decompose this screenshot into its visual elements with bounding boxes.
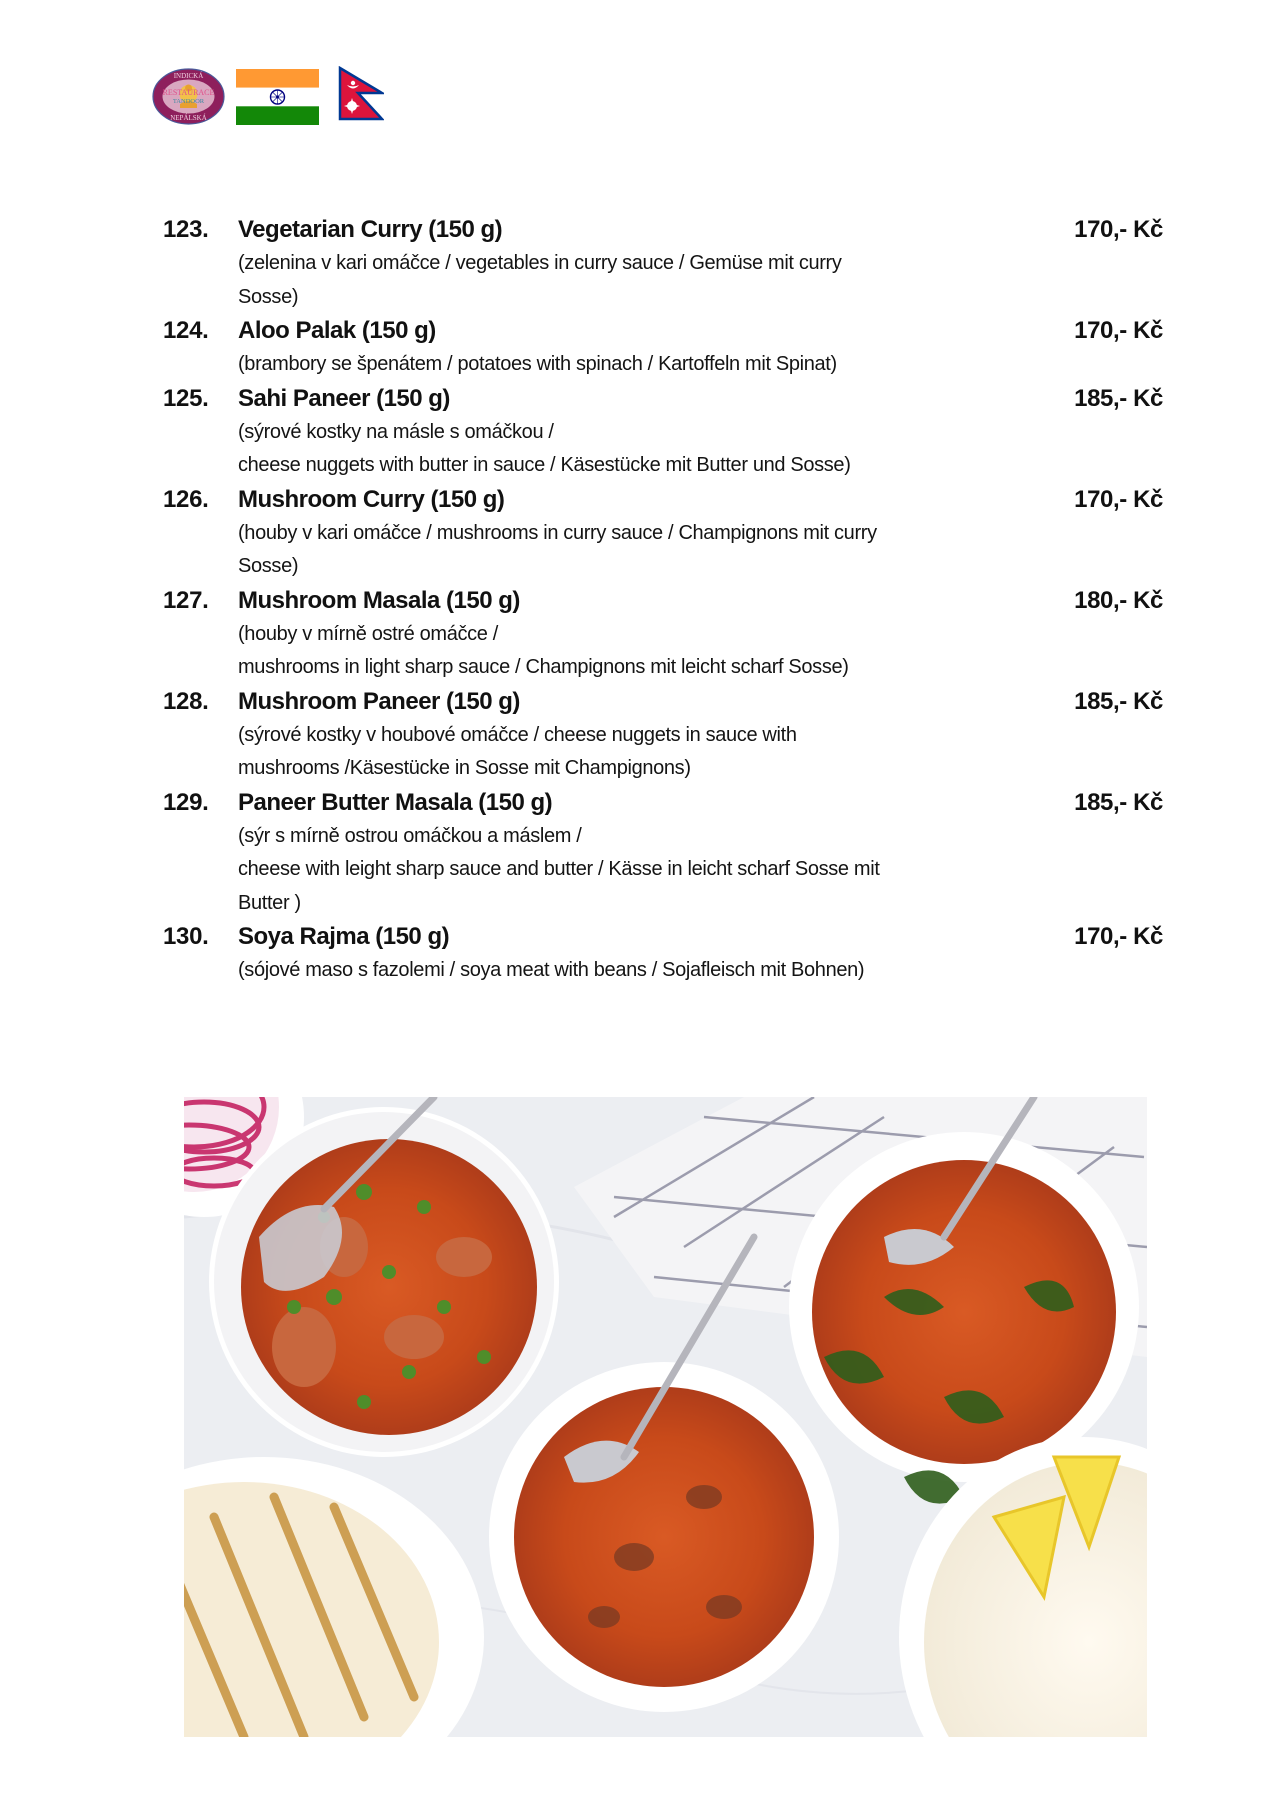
menu-list: [163, 213, 1163, 988]
item-price: 170,- Kč: [1074, 317, 1163, 344]
description-line: (zelenina v kari omáčce / vegetables in curry sauce / Gemüse mit curry: [238, 252, 842, 274]
item-number: 124.: [163, 317, 209, 344]
item-number: 129.: [163, 788, 209, 816]
item-name: Mushroom Curry (150 g): [238, 485, 505, 513]
item-price: 185,- Kč: [1074, 687, 1163, 715]
description-line: cheese with leight sharp sauce and butter / Kässe in leicht scharf Sosse mit: [238, 858, 880, 880]
menu-item-130: [163, 920, 1163, 988]
logo-top-text: INDICKÁ: [173, 72, 204, 80]
item-number: 127.: [163, 586, 209, 614]
item-description: [238, 719, 978, 786]
item-description: [238, 954, 978, 988]
description-line: cheese nuggets with butter in sauce / Käsestücke mit Butter und Sosse): [238, 454, 851, 476]
menu-item-125: [163, 382, 1163, 483]
description-line: (sýrové kostky v houbové omáčce / cheese nuggets in sauce with: [238, 723, 797, 746]
restaurant-logo: [152, 68, 225, 125]
item-name: Mushroom Masala (150 g): [238, 586, 520, 614]
food-photo-illustration: [184, 1097, 1147, 1737]
item-description: [238, 348, 978, 382]
item-name: Mushroom Paneer (150 g): [238, 687, 520, 715]
nepal-flag-icon: [338, 66, 384, 121]
menu-item-127: [163, 584, 1163, 685]
item-name: Aloo Palak (150 g): [238, 317, 436, 344]
item-number: 130.: [163, 923, 209, 950]
item-description: [238, 247, 978, 314]
description-line: (brambory se špenátem / potatoes with spinach / Kartoffeln mit Spinat): [238, 353, 837, 375]
item-price: 170,- Kč: [1074, 485, 1163, 513]
logo-middle-text: RESTAURACE: [162, 88, 215, 97]
description-line: Sosse): [238, 555, 299, 577]
item-description: [238, 618, 978, 685]
item-price: 185,- Kč: [1074, 384, 1163, 412]
menu-item-126: [163, 483, 1163, 584]
item-number: 123.: [163, 216, 209, 243]
description-line: mushrooms /Käsestücke in Sosse mit Champignons): [238, 757, 691, 779]
item-number: 125.: [163, 384, 209, 412]
description-line: Sosse): [238, 285, 299, 308]
item-number: 128.: [163, 687, 209, 715]
item-name: Vegetarian Curry (150 g): [238, 216, 503, 243]
description-line: (houby v kari omáčce / mushrooms in curry sauce / Champignons mit curry: [238, 521, 877, 544]
logo-bottom-text: NEPÁLSKÁ: [170, 114, 207, 122]
description-line: (houby v mírně ostré omáčce /: [238, 622, 498, 645]
item-number: 126.: [163, 485, 209, 513]
menu-item-124: [163, 314, 1163, 382]
description-line: mushrooms in light sharp sauce / Champignons mit leicht scharf Sosse): [238, 656, 849, 678]
description-line: (sýrové kostky na másle s omáčkou /: [238, 420, 554, 443]
food-photo: [184, 1097, 1147, 1737]
menu-item-129: [163, 786, 1163, 921]
item-description: [238, 517, 978, 584]
item-description: [238, 416, 978, 483]
item-name: Paneer Butter Masala (150 g): [238, 788, 553, 816]
item-name: Sahi Paneer (150 g): [238, 384, 450, 412]
menu-item-128: [163, 685, 1163, 786]
logo-sub-text: TANDOOR: [172, 98, 205, 105]
description-line: (sójové maso s fazolemi / soya meat with beans / Sojafleisch mit Bohnen): [238, 959, 865, 981]
item-price: 185,- Kč: [1074, 788, 1163, 816]
item-name: Soya Rajma (150 g): [238, 923, 450, 950]
india-flag-icon: [236, 69, 319, 125]
description-line: Butter ): [238, 891, 301, 914]
description-line: (sýr s mírně ostrou omáčkou a máslem /: [238, 824, 582, 847]
item-description: [238, 820, 978, 921]
menu-item-123: [163, 213, 1163, 314]
item-price: 180,- Kč: [1074, 586, 1163, 614]
item-price: 170,- Kč: [1074, 923, 1163, 950]
item-price: 170,- Kč: [1074, 216, 1163, 243]
